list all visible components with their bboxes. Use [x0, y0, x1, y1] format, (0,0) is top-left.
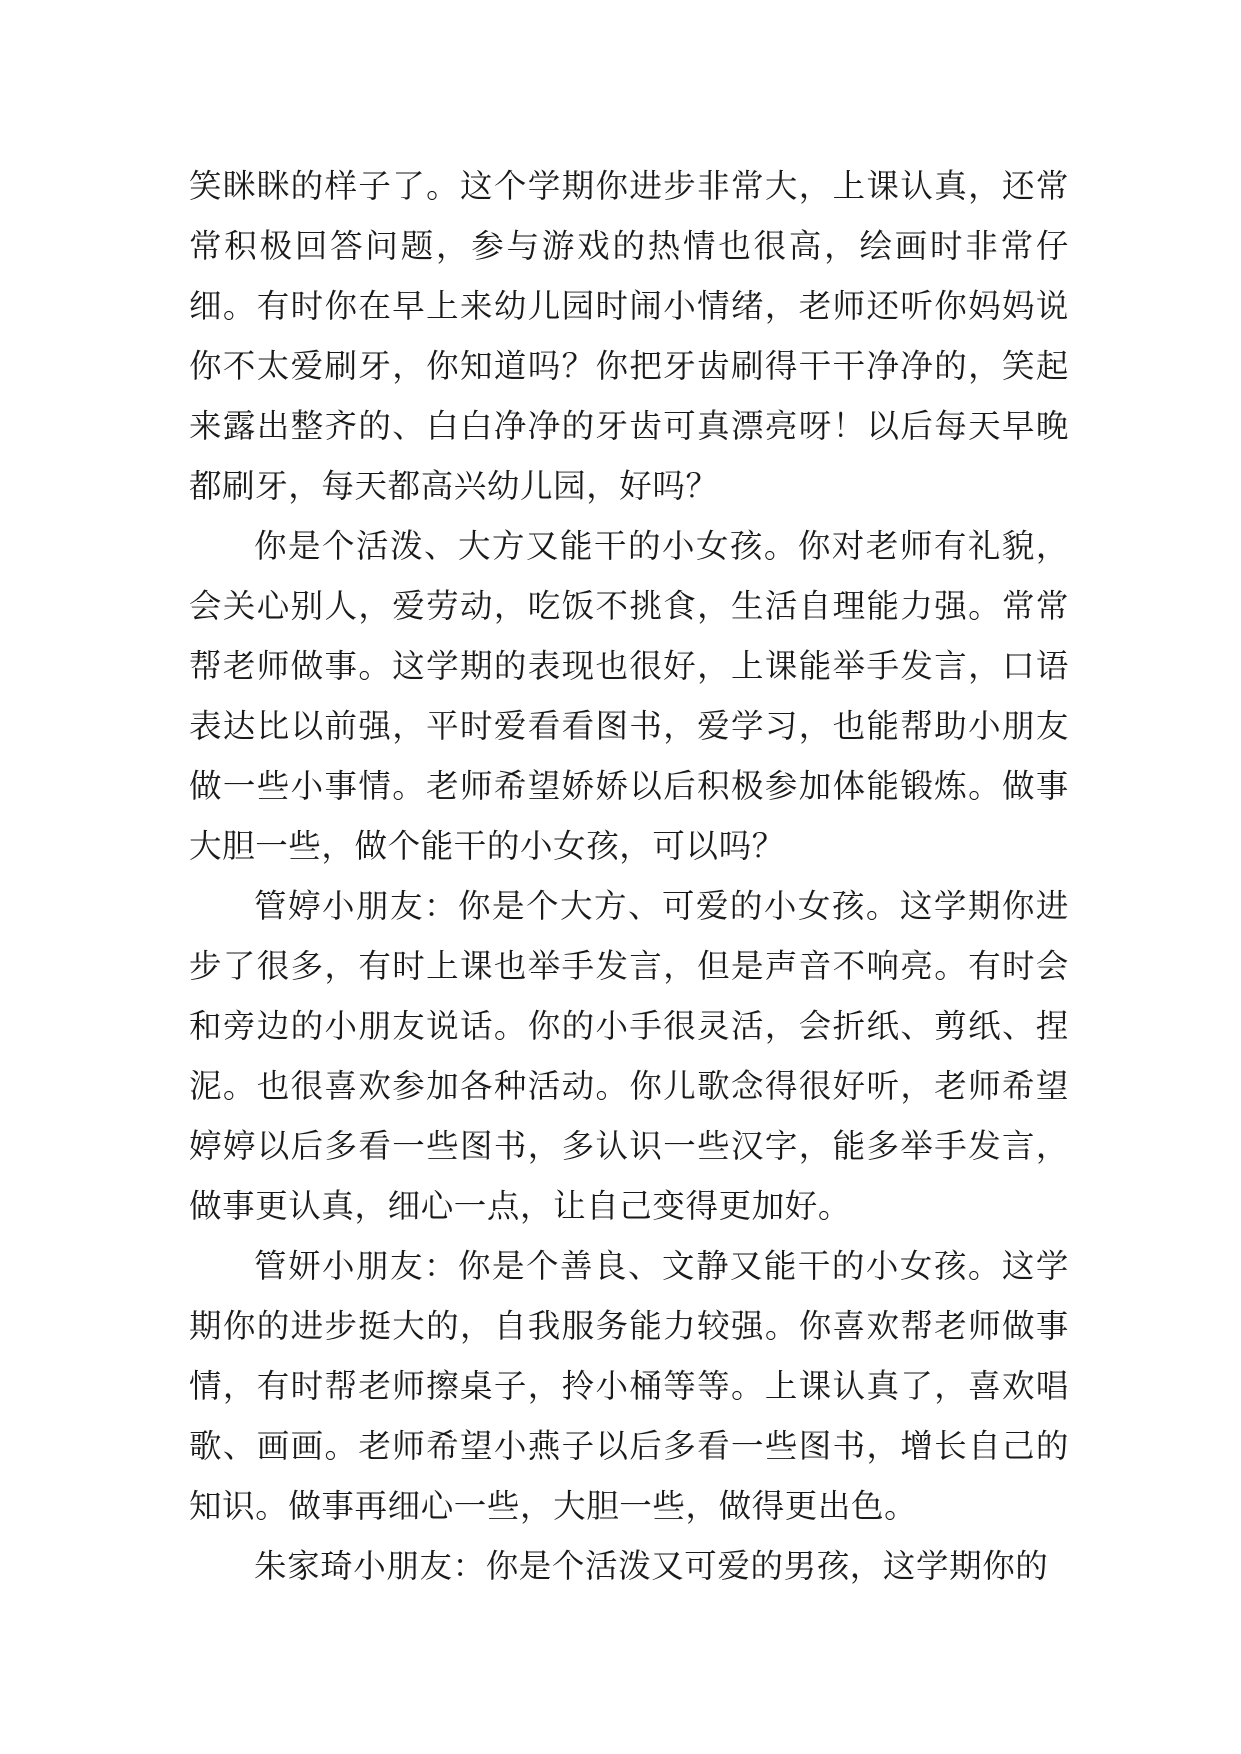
paragraph-4: 管妍小朋友：你是个善良、文静又能干的小女孩。这学期你的进步挺大的，自我服务能力较强。你喜欢帮老师做事情，有时帮老师擦桌子，拎小桶等等。上课认真了，喜欢唱歌、画画。老师希望小燕子以后多看一些图书，增长自己的知识。做事再细心一些，大胆一些，做得更出色。	[189, 1247, 1069, 1525]
paragraph-5: 朱家琦小朋友：你是个活泼又可爱的男孩，这学期你的	[254, 1547, 1049, 1585]
paragraph-2: 你是个活泼、大方又能干的小女孩。你对老师有礼貌，会关心别人，爱劳动，吃饭不挑食，生活自理能力强。常常帮老师做事。这学期的表现也很好，上课能举手发言，口语表达比以前强，平时爱看看图书，爱学习，也能帮助小朋友做一些小事情。老师希望娇娇以后积极参加体能锻炼。做事大胆一些，做个能干的小女孩，可以吗？	[189, 527, 1069, 865]
body-text	[189, 156, 1069, 1596]
paragraph-1: 笑眯眯的样子了。这个学期你进步非常大，上课认真，还常常积极回答问题，参与游戏的热情也很高，绘画时非常仔细。有时你在早上来幼儿园时闹小情绪，老师还听你妈妈说你不太爱刷牙，你知道吗？你把牙齿刷得干干净净的，笑起来露出整齐的、白白净净的牙齿可真漂亮呀！以后每天早晚都刷牙，每天都高兴幼儿园，好吗？	[189, 167, 1069, 505]
paragraph-3: 管婷小朋友：你是个大方、可爱的小女孩。这学期你进步了很多，有时上课也举手发言，但是声音不响亮。有时会和旁边的小朋友说话。你的小手很灵活，会折纸、剪纸、捏泥。也很喜欢参加各种活动。你儿歌念得很好听，老师希望婷婷以后多看一些图书，多认识一些汉字，能多举手发言，做事更认真，细心一点，让自己变得更加好。	[189, 887, 1069, 1225]
